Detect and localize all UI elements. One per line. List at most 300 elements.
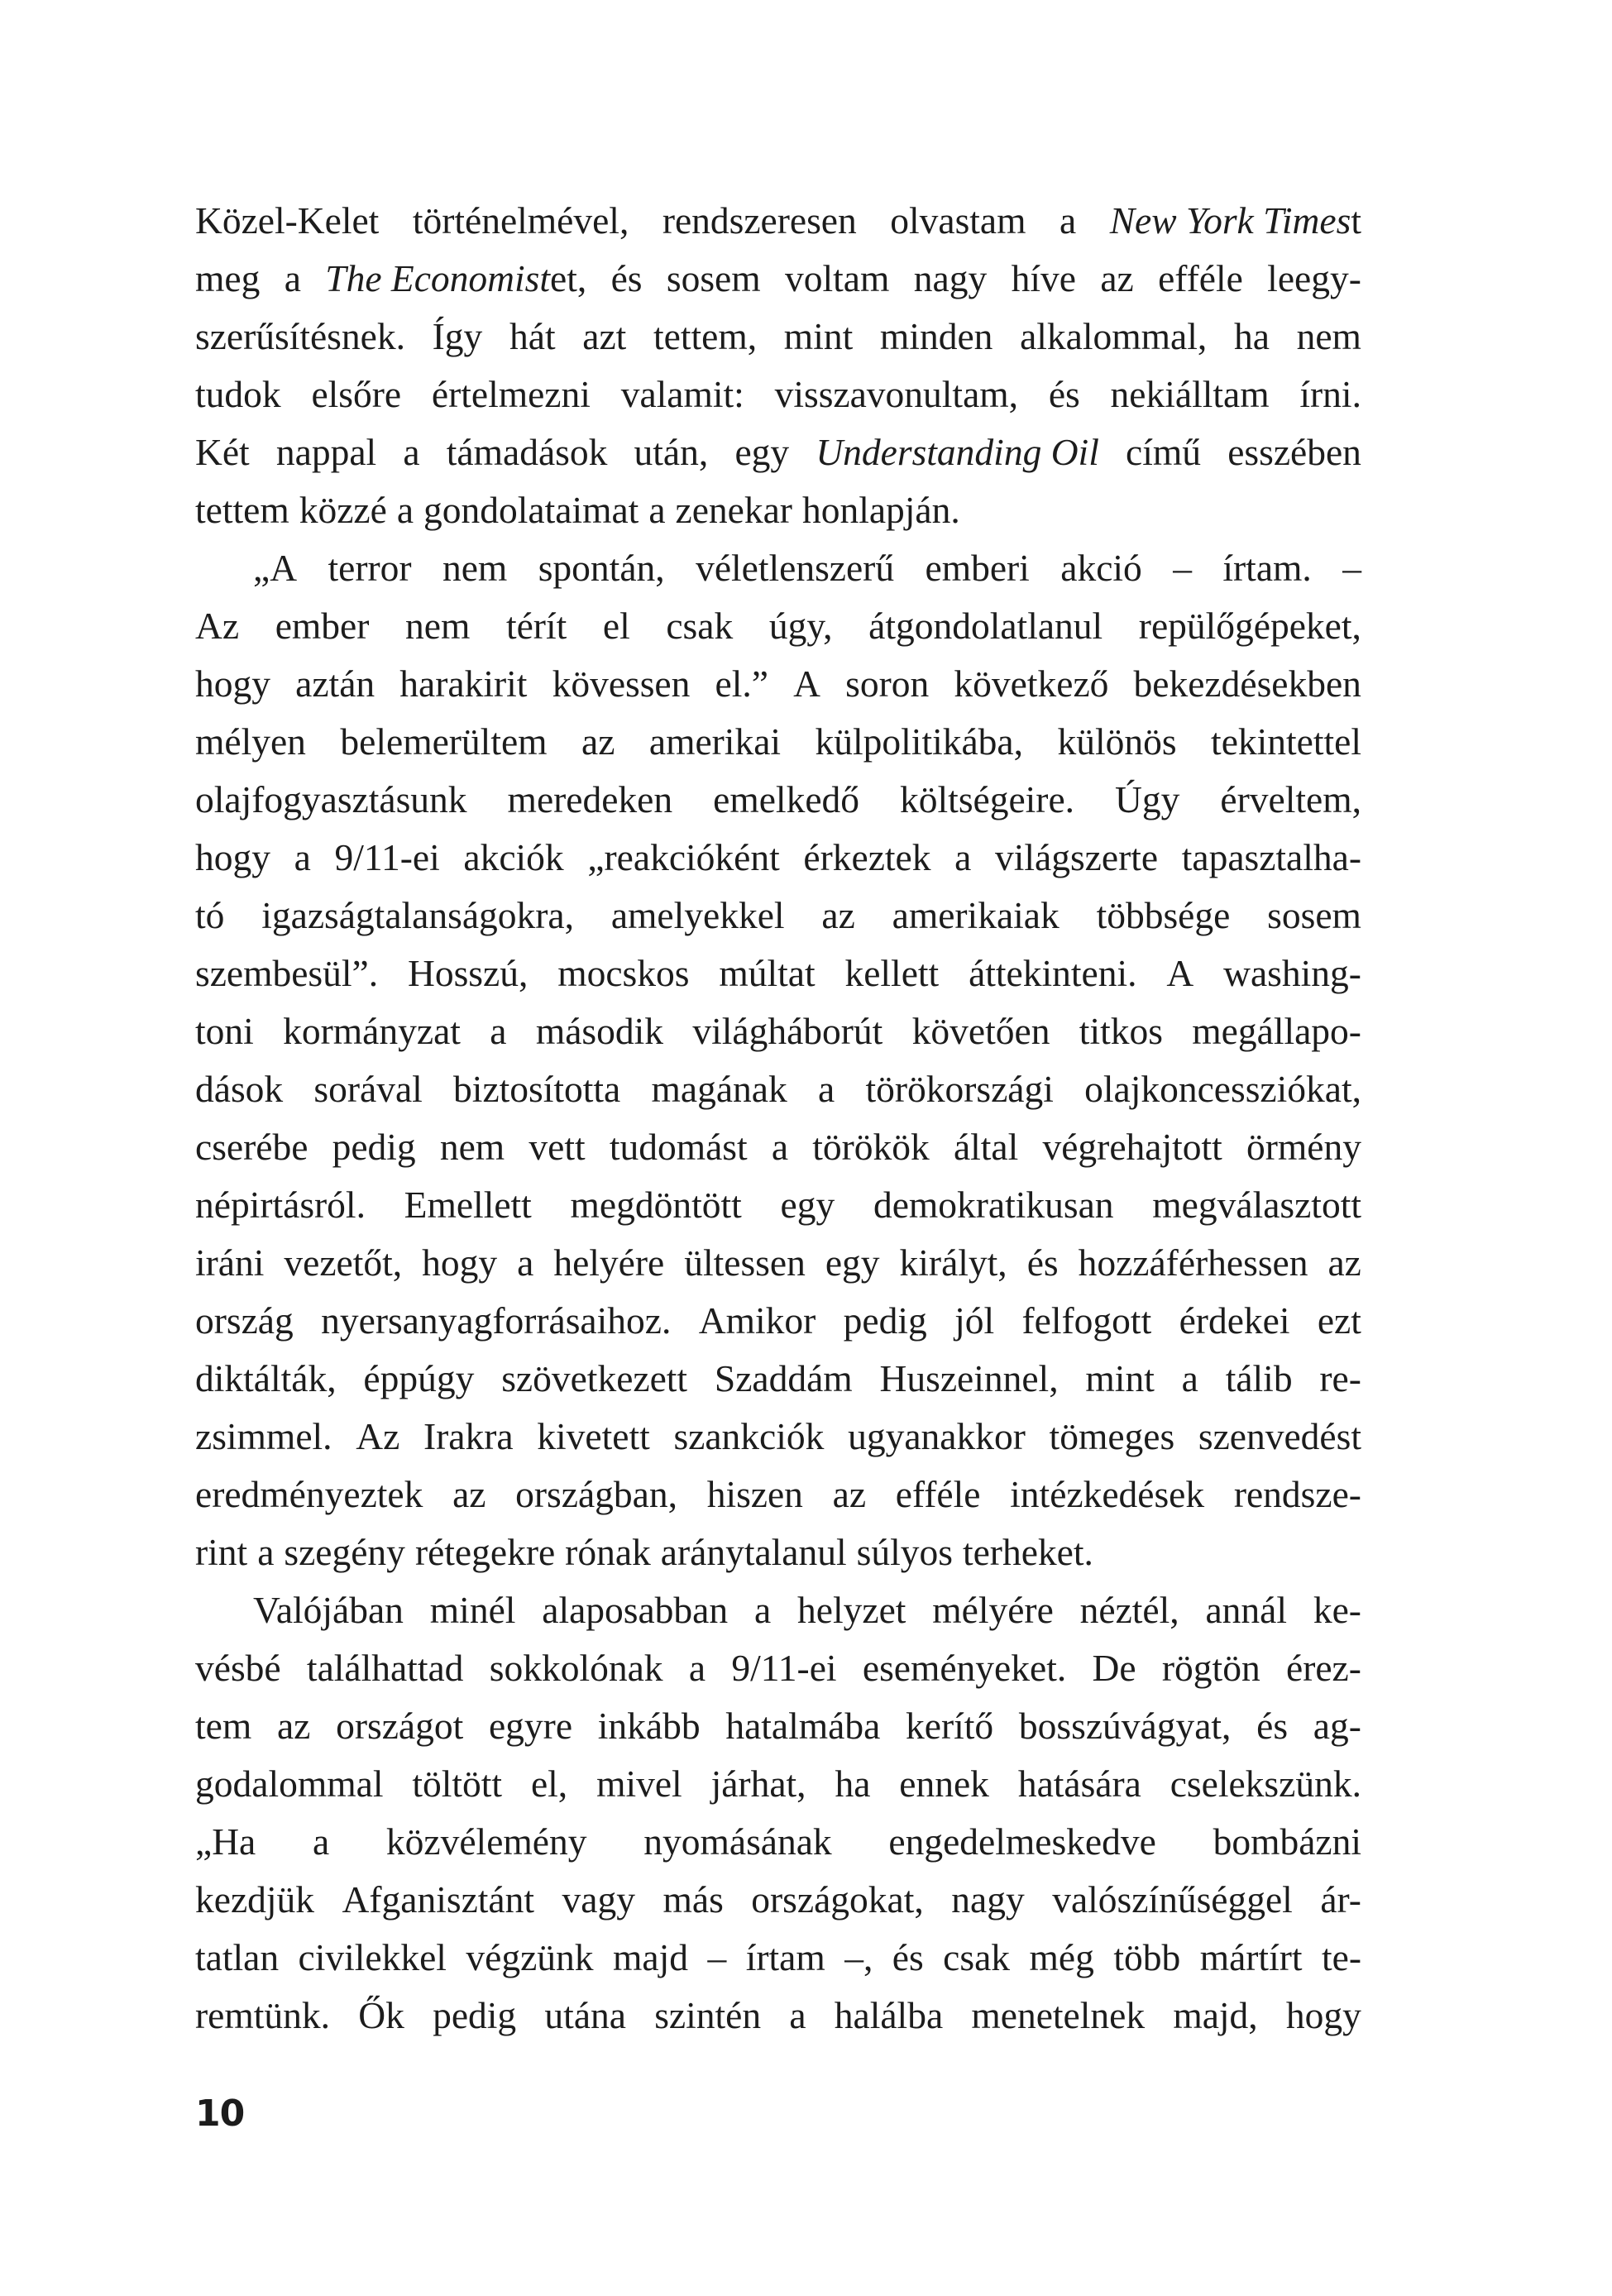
word: csak: [943, 1936, 1011, 1978]
word: és: [892, 1936, 924, 1978]
word: tettem,: [653, 315, 758, 357]
word: cselekszünk.: [1170, 1763, 1361, 1805]
word: és: [1256, 1705, 1289, 1747]
word: eredményeztek: [195, 1473, 423, 1515]
word: a: [817, 1068, 835, 1110]
word: helyzet: [797, 1589, 906, 1631]
word: ha: [1233, 315, 1270, 357]
word: kezdjük: [195, 1878, 315, 1921]
word: mint: [783, 315, 854, 357]
text-line: [195, 655, 1361, 713]
text-line: [195, 1466, 1361, 1523]
word: menetelnek: [971, 1994, 1146, 2036]
word: hát: [509, 315, 556, 357]
text-line: [195, 1002, 1361, 1060]
word: Afganisztánt: [342, 1878, 535, 1921]
word: tatlan: [195, 1936, 280, 1978]
word: törökök: [812, 1126, 930, 1168]
word: annál: [1205, 1589, 1288, 1631]
word: el: [602, 605, 630, 647]
text-line: [195, 771, 1361, 829]
text-line: [195, 1523, 1361, 1581]
word: ugyanakkor: [848, 1415, 1026, 1457]
word: végrehajtott: [1042, 1126, 1222, 1168]
word: tudomást: [609, 1126, 748, 1168]
word: olajkoncessziókat,: [1084, 1068, 1361, 1110]
word: hiszen: [706, 1473, 803, 1515]
word: az: [276, 1705, 311, 1747]
word: mivel: [596, 1763, 682, 1805]
word: 9/11-ei: [731, 1647, 837, 1689]
word: mártírt: [1199, 1936, 1303, 1978]
word: Irakra: [423, 1415, 514, 1457]
word: királyt,: [899, 1241, 1007, 1284]
text-line: [195, 1176, 1361, 1234]
word: és: [1026, 1241, 1059, 1284]
word: szembesül”.: [195, 952, 379, 994]
text-line: [195, 829, 1361, 887]
word: repülőgépeket,: [1138, 605, 1361, 647]
word: úgy,: [768, 605, 833, 647]
word: érkeztek: [803, 836, 931, 878]
word: szegény: [284, 1531, 405, 1573]
word: végzünk: [466, 1936, 594, 1978]
word: nagy: [913, 257, 988, 299]
word: múltat: [719, 952, 816, 994]
word: aztán: [295, 662, 375, 705]
word: akció: [1060, 547, 1142, 589]
text-line: [195, 250, 1361, 308]
word: amerikaiak: [892, 894, 1060, 936]
word: Úgy: [1115, 778, 1180, 820]
word: The Economistet,: [325, 257, 587, 299]
word: ennek: [899, 1763, 989, 1805]
word: soron: [845, 662, 930, 705]
word: ezt: [1317, 1299, 1361, 1342]
word: dások: [195, 1068, 284, 1110]
word: többsége: [1096, 894, 1231, 936]
word: jól: [954, 1299, 995, 1342]
word: szenvedést: [1198, 1415, 1361, 1457]
word: rint: [195, 1531, 248, 1573]
word: mélyen: [195, 720, 306, 763]
word: hogy: [195, 662, 270, 705]
word: kövessen: [552, 662, 691, 705]
word: nyomásának: [643, 1820, 832, 1863]
word: intézkedések: [1010, 1473, 1205, 1515]
word: ország: [195, 1299, 294, 1342]
word: kellett: [844, 952, 940, 994]
text-line: [195, 481, 1361, 539]
word: csak: [666, 605, 734, 647]
word: a: [789, 1994, 806, 2036]
word: egy: [780, 1184, 835, 1226]
word: zsimmel.: [195, 1415, 332, 1457]
word: a: [490, 1010, 507, 1052]
word: írtam.: [1222, 547, 1312, 589]
word: bekezdésekben: [1133, 662, 1361, 705]
word: a: [396, 489, 414, 531]
word: Understanding Oil: [816, 431, 1099, 473]
word: el.”: [715, 662, 768, 705]
text-line: [195, 713, 1361, 771]
text-line: [195, 192, 1361, 250]
word: harakirit: [399, 662, 528, 705]
word: minél: [429, 1589, 516, 1631]
word: Ők: [358, 1994, 404, 2036]
word: népirtásról.: [195, 1184, 366, 1226]
word: országokat,: [751, 1878, 924, 1921]
word: támadások: [446, 431, 608, 473]
word: áttekinteni.: [969, 952, 1137, 994]
word: utána: [544, 1994, 626, 2036]
word: tálib: [1225, 1357, 1293, 1399]
word: Hosszú,: [407, 952, 529, 994]
word: kerítő: [906, 1705, 994, 1747]
word: tekintettel: [1211, 720, 1361, 763]
word: Emellett: [404, 1184, 532, 1226]
text-line: [195, 1408, 1361, 1466]
word: rendszeresen: [662, 199, 857, 242]
word: a: [1060, 199, 1077, 242]
word: honlapján.: [801, 489, 960, 531]
word: járhat,: [710, 1763, 806, 1805]
word: Huszeinnel,: [879, 1357, 1059, 1399]
word: a: [648, 489, 666, 531]
word: Valójában: [253, 1589, 404, 1631]
word: Amikor: [698, 1299, 816, 1342]
word: nekiálltam: [1110, 373, 1270, 415]
word: ke-: [1313, 1589, 1361, 1631]
word: híve: [1011, 257, 1076, 299]
word: Így: [432, 315, 483, 357]
word: „Ha: [195, 1820, 256, 1863]
word: törökországi: [865, 1068, 1054, 1110]
word: nem: [405, 605, 471, 647]
word: több: [1113, 1936, 1181, 1978]
word: hogy: [422, 1241, 498, 1284]
word: engedelmeskedve: [888, 1820, 1156, 1863]
word: ár-: [1320, 1878, 1361, 1921]
word: más: [662, 1878, 724, 1921]
word: re-: [1319, 1357, 1361, 1399]
word: –: [707, 1936, 727, 1978]
word: leegy-: [1267, 257, 1361, 299]
word: a: [954, 836, 972, 878]
text-line: [195, 539, 1361, 597]
word: majd,: [1173, 1994, 1258, 2036]
word: valamit:: [620, 373, 744, 415]
word: írni.: [1299, 373, 1361, 415]
word: Az: [195, 605, 240, 647]
word: érdekei: [1179, 1299, 1290, 1342]
word: szintén: [654, 1994, 762, 2036]
word: azt: [582, 315, 627, 357]
word: gondolataimat: [423, 489, 639, 531]
word: véletlenszerű: [696, 547, 895, 589]
word: A: [793, 662, 820, 705]
word: halálba: [834, 1994, 944, 2036]
word: rögtön: [1161, 1647, 1260, 1689]
word: 9/11-ei: [334, 836, 440, 878]
word: zenekar: [675, 489, 792, 531]
word: az: [821, 894, 855, 936]
word: belemerültem: [340, 720, 548, 763]
word: ültessen: [684, 1241, 806, 1284]
word: nappal: [275, 431, 377, 473]
word: Két: [195, 431, 250, 473]
word: vezetőt,: [284, 1241, 403, 1284]
word: alaposabban: [542, 1589, 729, 1631]
word: terheket.: [962, 1531, 1093, 1573]
word: az: [452, 1473, 486, 1515]
word: világszerte: [995, 836, 1159, 878]
word: és: [610, 257, 643, 299]
word: majd: [613, 1936, 689, 1978]
word: a: [312, 1820, 330, 1863]
word: valószínűséggel: [1052, 1878, 1293, 1921]
word: az: [1327, 1241, 1361, 1284]
word: közvélemény: [385, 1820, 587, 1863]
word: közzé: [299, 489, 387, 531]
word: szankciók: [673, 1415, 825, 1457]
word: sosem: [666, 257, 761, 299]
word: –: [1342, 547, 1361, 589]
word: című: [1126, 431, 1202, 473]
word: térít: [505, 605, 567, 647]
word: után,: [634, 431, 709, 473]
word: –: [1173, 547, 1192, 589]
word: nem: [442, 547, 508, 589]
word: rónak: [565, 1531, 651, 1573]
word: második: [535, 1010, 663, 1052]
word: „reakcióként: [587, 836, 780, 878]
word: visszavonultam,: [774, 373, 1019, 415]
word: írtam: [745, 1936, 825, 1978]
word: civilekkel: [298, 1936, 447, 1978]
word: iráni: [195, 1241, 265, 1284]
word: megállapo-: [1192, 1010, 1361, 1052]
body-text: [195, 192, 1361, 2045]
word: történelmével,: [412, 199, 629, 242]
word: költségeire.: [900, 778, 1075, 820]
word: a: [753, 1589, 772, 1631]
text-line: [195, 945, 1361, 1002]
word: De: [1092, 1647, 1136, 1689]
text-line: [195, 1292, 1361, 1350]
word: a: [284, 257, 301, 299]
word: a: [257, 1531, 275, 1573]
word: Közel-Kelet: [195, 199, 380, 242]
text-line: [195, 1234, 1361, 1292]
word: remtünk.: [195, 1994, 331, 2036]
word: titkos: [1079, 1010, 1163, 1052]
text-line: [195, 1697, 1361, 1755]
word: olajfogyasztásunk: [195, 778, 467, 820]
word: különös: [1057, 720, 1177, 763]
word: ha: [835, 1763, 871, 1805]
word: efféle: [895, 1473, 981, 1515]
word: olvastam: [890, 199, 1026, 242]
word: efféle: [1158, 257, 1243, 299]
word: alkalommal,: [1020, 315, 1208, 357]
word: emelkedő: [713, 778, 860, 820]
word: vagy: [562, 1878, 635, 1921]
text-line: [195, 1987, 1361, 2045]
word: diktálták,: [195, 1357, 337, 1399]
word: Az: [356, 1415, 400, 1457]
word: cserébe: [195, 1126, 309, 1168]
word: országban,: [515, 1473, 677, 1515]
word: hatalmába: [725, 1705, 881, 1747]
word: találhattad: [306, 1647, 464, 1689]
word: emberi: [925, 547, 1030, 589]
word: világháborút: [692, 1010, 883, 1052]
text-line: [195, 423, 1361, 481]
word: értelmezni: [431, 373, 591, 415]
word: egy: [734, 431, 790, 473]
word: hogy: [1285, 1994, 1361, 2036]
word: esszében: [1227, 431, 1361, 473]
word: pedig: [433, 1994, 517, 2036]
word: nagy: [951, 1878, 1025, 1921]
word: A: [1166, 952, 1194, 994]
text-line: [195, 1813, 1361, 1871]
word: washing-: [1223, 952, 1361, 994]
word: el,: [530, 1763, 568, 1805]
text-line: [195, 597, 1361, 655]
word: terror: [328, 547, 412, 589]
word: átgondolatlanul: [868, 605, 1103, 647]
word: örmény: [1246, 1126, 1361, 1168]
word: te-: [1321, 1936, 1361, 1978]
word: tömeges: [1049, 1415, 1175, 1457]
word: meredeken: [507, 778, 673, 820]
word: érez-: [1286, 1647, 1361, 1689]
word: inkább: [597, 1705, 701, 1747]
word: és: [1048, 373, 1080, 415]
word: helyére: [553, 1241, 665, 1284]
word: szerűsítésnek.: [195, 315, 405, 357]
word: godalommal: [195, 1763, 384, 1805]
word: tapasztalha-: [1181, 836, 1361, 878]
text-line: [195, 1581, 1361, 1639]
word: hatására: [1017, 1763, 1141, 1805]
word: tó: [195, 894, 225, 936]
word: tem: [195, 1705, 252, 1747]
word: igazságtalanságokra,: [261, 894, 574, 936]
word: elsőre: [311, 373, 402, 415]
text-line: [195, 1639, 1361, 1697]
word: eseményeket.: [862, 1647, 1067, 1689]
word: vett: [529, 1126, 586, 1168]
word: tettem: [195, 489, 289, 531]
word: a: [403, 431, 420, 473]
word: felfogott: [1021, 1299, 1152, 1342]
text-line: [195, 887, 1361, 945]
word: bosszúvágyat,: [1018, 1705, 1232, 1747]
word: országot: [336, 1705, 464, 1747]
word: amerikai: [648, 720, 782, 763]
text-line: [195, 1871, 1361, 1929]
word: éppúgy: [363, 1357, 475, 1399]
word: New York Timest: [1109, 199, 1361, 242]
word: rendsze-: [1233, 1473, 1361, 1515]
text-line: [195, 1060, 1361, 1118]
word: „A: [253, 547, 298, 589]
word: pedig: [843, 1299, 927, 1342]
word: biztosította: [453, 1068, 621, 1110]
word: sosem: [1267, 894, 1361, 936]
word: megválasztott: [1152, 1184, 1361, 1226]
word: az: [1100, 257, 1134, 299]
word: külpolitikába,: [815, 720, 1023, 763]
word: egyre: [488, 1705, 573, 1747]
word: a: [517, 1241, 534, 1284]
word: egy: [825, 1241, 880, 1284]
word: hogy: [195, 836, 270, 878]
word: ag-: [1313, 1705, 1361, 1747]
word: következő: [954, 662, 1109, 705]
word: az: [832, 1473, 867, 1515]
word: meg: [195, 257, 261, 299]
word: követően: [911, 1010, 1050, 1052]
text-line: [195, 366, 1361, 423]
word: bombázni: [1213, 1820, 1361, 1863]
word: a: [294, 836, 311, 878]
word: mint: [1085, 1357, 1155, 1399]
word: a: [688, 1647, 706, 1689]
text-line: [195, 1118, 1361, 1176]
word: sorával: [313, 1068, 423, 1110]
word: nem: [1296, 315, 1361, 357]
text-line: [195, 1929, 1361, 1987]
word: a: [771, 1126, 789, 1168]
word: tudok: [195, 373, 281, 415]
word: töltött: [412, 1763, 503, 1805]
word: toni: [195, 1010, 254, 1052]
word: által: [953, 1126, 1019, 1168]
word: aránytalanul: [660, 1531, 847, 1573]
word: akciók: [463, 836, 564, 878]
word: mocskos: [557, 952, 690, 994]
word: –,: [844, 1936, 873, 1978]
word: nem: [439, 1126, 505, 1168]
word: vésbé: [195, 1647, 281, 1689]
text-line: [195, 308, 1361, 366]
word: sokkolónak: [489, 1647, 663, 1689]
word: mélyére: [932, 1589, 1054, 1631]
word: rétegekre: [414, 1531, 556, 1573]
word: még: [1029, 1936, 1094, 1978]
text-line: [195, 1755, 1361, 1813]
word: Szaddám: [714, 1357, 853, 1399]
word: minden: [879, 315, 993, 357]
word: voltam: [785, 257, 890, 299]
text-line: [195, 1350, 1361, 1408]
word: ember: [275, 605, 370, 647]
word: az: [581, 720, 615, 763]
word: néztél,: [1079, 1589, 1179, 1631]
word: kivetett: [537, 1415, 650, 1457]
word: nyersanyagforrásaihoz.: [321, 1299, 672, 1342]
word: spontán,: [538, 547, 665, 589]
word: kormányzat: [283, 1010, 461, 1052]
word: megdöntött: [570, 1184, 742, 1226]
word: hozzáférhessen: [1078, 1241, 1308, 1284]
page-number: 10: [195, 2093, 245, 2135]
word: magának: [651, 1068, 787, 1110]
